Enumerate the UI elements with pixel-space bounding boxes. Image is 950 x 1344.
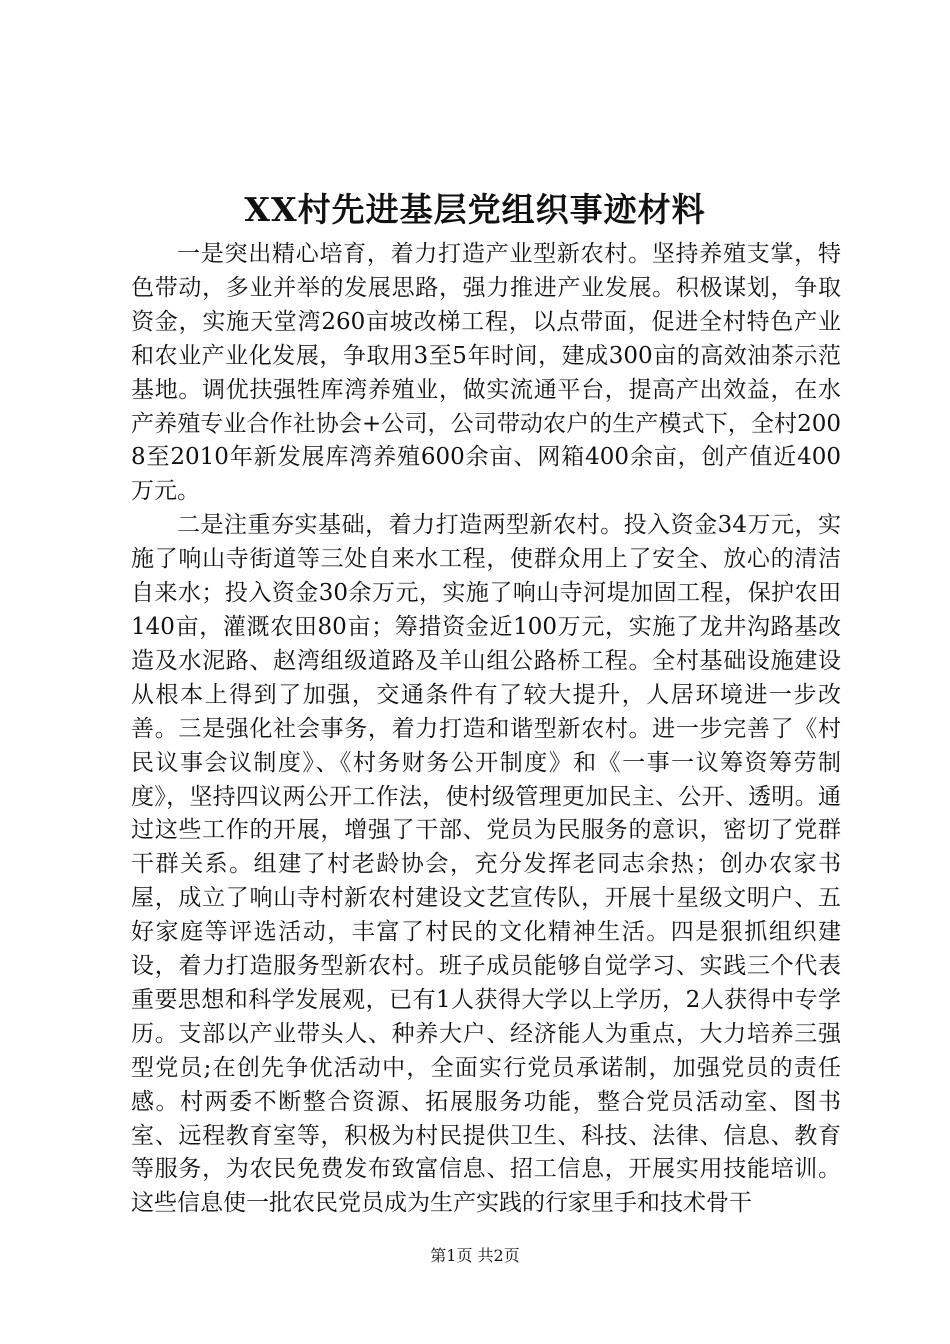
page-footer: 第1页 共2页 bbox=[430, 1246, 520, 1265]
paragraph: 一是突出精心培育，着力打造产业型新农村。坚持养殖支掌，特色带动，多业并举的发展思路，强力推进产业发展。积极谋划，争取资金，实施天堂湾260亩坡改梯工程，以点带面，促进全村特色产业和农业产业化发展，争取用3至5年时间，建成300亩的高效油茶示范基地。调优扶强牲库湾养殖业，做实流通平台，提高产出效益，在水产养殖专业合作社协会+公司，公司带动农户的生产模式下，全村2008至2010年新发展库湾养殖600余亩、网箱400余亩，创产值近400万元。 bbox=[131, 241, 841, 505]
paragraph: 二是注重夯实基础，着力打造两型新农村。投入资金34万元，实施了响山寺街道等三处自来水工程，使群众用上了安全、放心的清洁自来水；投入资金30余万元，实施了响山寺河堤加固工程，保护农田140亩，灌溉农田80亩；筹措资金近100万元，实施了龙井沟路基改造及水泥路、赵湾组级道路及羊山组公路桥工程。全村基础设施建设从根本上得到了加强，交通条件有了较大提升，人居环境进一步改善。三是强化社会事务，着力打造和谐型新农村。进一步完善了《村民议事会议制度》、《村务财务公开制度》和《一事一议筹资筹劳制度》，坚持四议两公开工作法，使村级管理更加民主、公开、透明。通过这些工作的开展，增强了干部、党员为民服务的意识，密切了党群干群关系。组建了村老龄协会，充分发挥老同志余热；创办农家书屋，成立了响山寺村新农村建设文艺宣传队，开展十星级文明户、五好家庭等评选活动，丰富了村民的文化精神生活。四是狠抓组织建设，着力打造服务型新农村。班子成员能够自觉学习、实践三个代表重要思想和科学发展观，已有1人获得大学以上学历，2人获得中专学历。支部以产业带头人、种养大户、经济能人为重点，大力培养三强型党员;在创先争优活动中，全面实行党员承诺制，加强党员的责任感。村两委不断整合资源、拓展服务功能，整合党员活动室、图书室、远程教育室等，积极为村民提供卫生、科技、法律、信息、教育等服务，为农民免费发布致富信息、招工信息，开展实用技能培训。这些信息使一批农民党员成为生产实践的行家里手和技术骨干 bbox=[131, 512, 841, 1217]
document-body bbox=[131, 238, 841, 1221]
document-title: XX村先进基层党组织事迹材料 bbox=[244, 190, 706, 229]
